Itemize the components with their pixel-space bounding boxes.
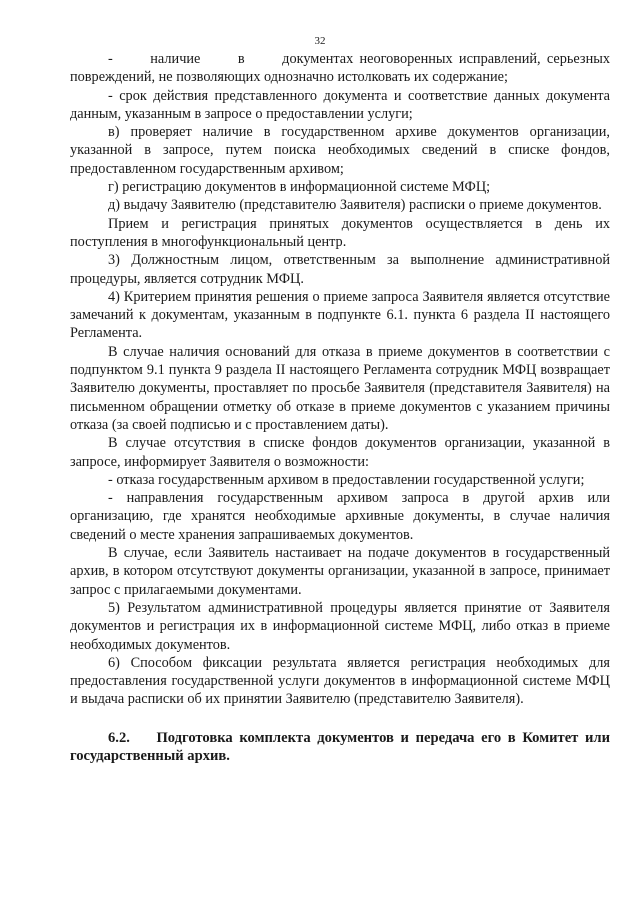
paragraph-9: В случае наличия оснований для отказа в приеме документов в соответствии с подпунктом 9.1 пункта 9 раздела II настоящего Регламента сотрудник МФЦ возвращает Заявителю документы, проставляет по просьбе Заявителя (представителя Заявителя) на письменном обращении отметку об отказе в приеме документов с указанием причины отказа (за своей подписью и с проставлением даты). (70, 343, 610, 433)
paragraph-5: д) выдачу Заявителю (представителю Заявителя) расписки о приеме документов. (108, 197, 602, 214)
section-heading: 6.2. Подготовка комплекта документов и передача его в Комитет или государственный архив. (70, 729, 614, 764)
paragraph-8: 4) Критерием принятия решения о приеме запроса Заявителя является отсутствие замечаний к документам, указанным в подпункте 6.1. пункта 6 раздела II настоящего Регламента. (70, 288, 610, 342)
paragraph-11: - отказа государственным архивом в предоставлении государственной услуги; (108, 471, 585, 488)
paragraph-2: - срок действия представленного документа и соответствие данных документа данным, указанным в запросе о предоставлении услуги; (70, 87, 610, 122)
paragraph-1: - наличие в документах неоговоренных исправлений, серьезных повреждений, не позволяющих однозначно истолковать их содержание; (70, 51, 614, 86)
paragraph-6: Прием и регистрация принятых документов осуществляется в день их поступления в многофункциональный центр. (70, 215, 610, 250)
paragraph-4: г) регистрацию документов в информационной системе МФЦ; (108, 179, 491, 196)
paragraph-10: В случае отсутствия в списке фондов документов организации, указанной в запросе, информирует Заявителя о возможности: (70, 435, 610, 470)
document-body (70, 50, 614, 765)
paragraph-12: - направления государственным архивом запроса в другой архив или организацию, где хранятся необходимые архивные документы, в случае наличия сведений о месте хранения запрашиваемых документов. (70, 490, 610, 543)
page-number: 32 (314, 35, 326, 47)
paragraph-15: 6) Способом фиксации результата является регистрация необходимых для предоставления государственной услуги документов в информационной системе МФЦ и выдача расписки об их принятии Заявителю (представителю Заявителя). (70, 654, 610, 708)
paragraph-14: 5) Результатом административной процедуры является принятие от Заявителя документов и регистрация их в информационной системе МФЦ, либо отказ в приеме необходимых документов. (70, 599, 610, 653)
paragraph-7: 3) Должностным лицом, ответственным за выполнение административной процедуры, является сотрудник МФЦ. (70, 252, 610, 287)
paragraph-13: В случае, если Заявитель настаивает на подаче документов в государственный архив, в котором отсутствуют документы организации, указанной в запросе, принимает запрос с прилагаемыми документами. (70, 545, 610, 598)
paragraph-3: в) проверяет наличие в государственном архиве документов организации, указанной в запросе, путем поиска необходимых сведений в списке фондов, предоставленном государственным архивом; (70, 124, 610, 177)
